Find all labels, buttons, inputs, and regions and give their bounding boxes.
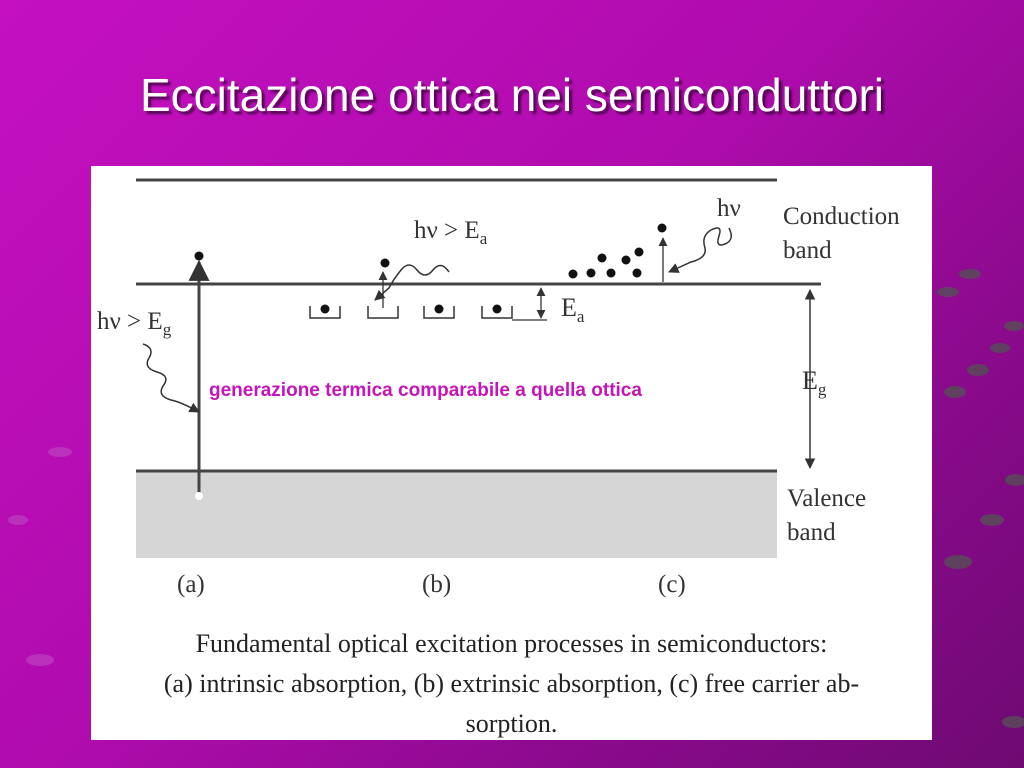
figure-caption	[91, 624, 932, 744]
panel-b-label: (b)	[422, 571, 452, 598]
slide-title: Eccitazione ottica nei semiconduttori	[139, 69, 885, 121]
valence-band-fill	[136, 472, 777, 558]
caption-line-1: Fundamental optical excitation processes in semiconductors:	[195, 629, 828, 658]
valence-band-label-2: band	[787, 519, 836, 546]
photon-a-wave	[143, 344, 199, 412]
impurity-levels	[310, 306, 512, 318]
conduction-band-label-1: Conduction	[783, 203, 900, 230]
photon-a-label: $h\nu > E_g$	[97, 308, 172, 339]
panel-a-label: (a)	[177, 571, 205, 598]
photon-c-wave	[669, 228, 731, 272]
caption-line-3: sorption.	[465, 709, 558, 738]
free-carriers	[569, 224, 667, 279]
electron-b	[381, 259, 390, 268]
valence-band-label-1: Valence	[787, 485, 867, 512]
photon-b-label: $h\nu > E_a$	[414, 217, 488, 248]
hole-a	[195, 492, 203, 500]
panel-c-label: (c)	[658, 571, 686, 598]
electron-a	[195, 252, 204, 261]
thermal-generation-annotation: generazione termica comparabile a quella ottica	[209, 380, 642, 401]
photon-c-label: hν	[717, 195, 741, 222]
impurity-electrons	[321, 305, 502, 314]
caption-line-2: (a) intrinsic absorption, (b) extrinsic absorption, (c) free carrier ab-	[163, 669, 860, 698]
diagram-panel	[91, 166, 932, 740]
conduction-band-label-2: band	[783, 237, 832, 264]
ea-label: $E_a$	[561, 293, 585, 326]
eg-label: $E_g$	[802, 366, 827, 399]
